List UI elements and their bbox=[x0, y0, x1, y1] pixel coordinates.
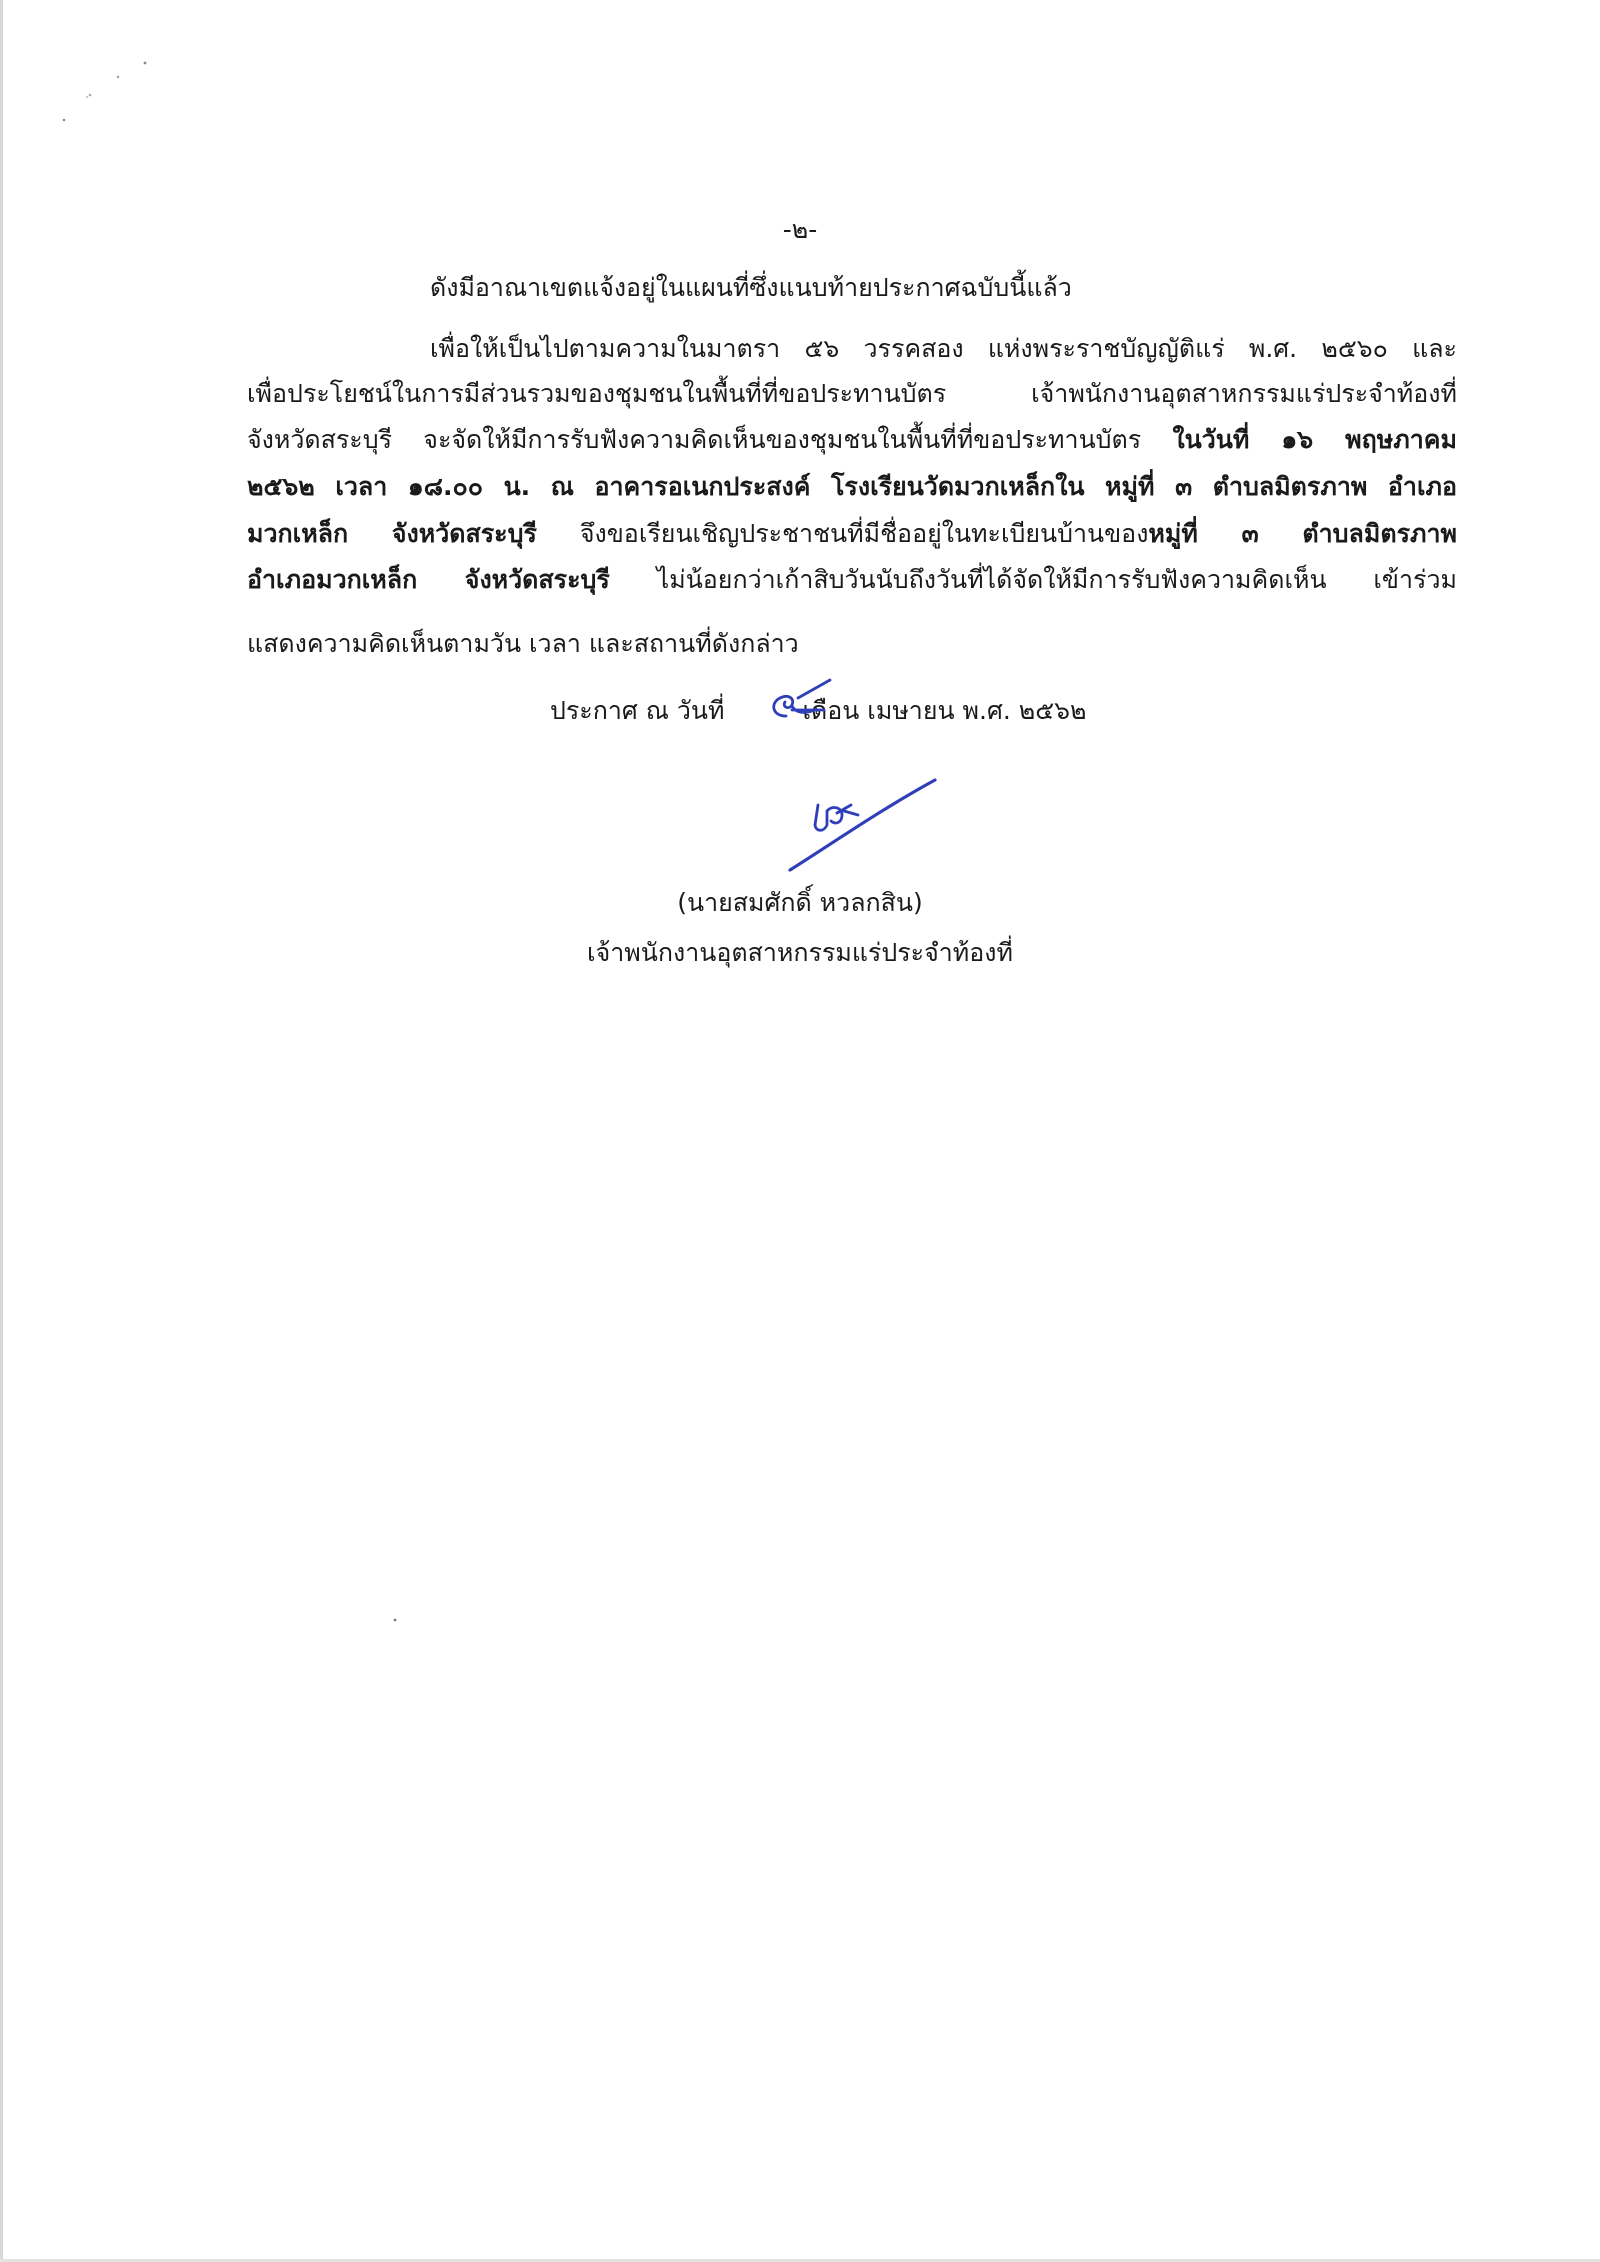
scan-speck bbox=[393, 1618, 397, 1622]
residency-requirement-text: ไม่น้อยกว่าเก้าสิบวันนับถึงวันที่ได้จัดให้มีการรับฟังความคิดเห็น เข้าร่วม bbox=[609, 565, 1458, 594]
announcement-date-suffix: เดือน เมษายน พ.ศ. ๒๕๖๒ bbox=[802, 696, 1087, 725]
signatory-name: (นายสมศักดิ์ หวลกสิน) bbox=[677, 888, 923, 917]
paragraph-line-4: ๒๕๖๒ เวลา ๑๘.๐๐ น. ณ อาคารอเนกประสงค์ โรงเรียนวัดมวกเหล็กใน หมู่ที่ ๓ ตำบลมิตรภาพ อำเภอ bbox=[247, 472, 1457, 501]
scan-specks bbox=[50, 50, 170, 140]
page-number: -๒- bbox=[782, 215, 818, 244]
paragraph-line-3-text: จังหวัดสระบุรี จะจัดให้มีการรับฟังความคิดเห็นของชุมชนในพื้นที่ที่ขอประทานบัตร bbox=[247, 425, 1173, 454]
signatory-title: เจ้าพนักงานอุตสาหกรรมแร่ประจำท้องที่ bbox=[587, 938, 1013, 967]
meeting-date-text: ในวันที่ ๑๖ พฤษภาคม bbox=[1172, 425, 1457, 454]
handwritten-day-numeral bbox=[758, 676, 838, 726]
paragraph-line-6 bbox=[247, 562, 1457, 598]
announcement-date-prefix: ประกาศ ณ วันที่ bbox=[550, 696, 725, 725]
paragraph-line-1: เพื่อให้เป็นไปตามความในมาตรา ๕๖ วรรคสอง แห่งพระราชบัญญัติแร่ พ.ศ. ๒๕๖๐ และ bbox=[430, 334, 1457, 363]
district-province-text: อำเภอมวกเหล็ก จังหวัดสระบุรี bbox=[247, 565, 610, 594]
opening-line: ดังมีอาณาเขตแจ้งอยู่ในแผนที่ซึ่งแนบท้ายประกาศฉบับนี้แล้ว bbox=[430, 273, 1072, 302]
location-district-text: มวกเหล็ก จังหวัดสระบุรี bbox=[247, 519, 537, 548]
scan-edge-left bbox=[0, 0, 3, 2262]
signature bbox=[780, 775, 940, 875]
invitation-text: จึงขอเรียนเชิญประชาชนที่มีชื่ออยู่ในทะเบียนบ้านของ bbox=[536, 519, 1149, 548]
paragraph-line-7: แสดงความคิดเห็นตามวัน เวลา และสถานที่ดังกล่าว bbox=[247, 629, 799, 658]
paragraph-line-3 bbox=[247, 422, 1457, 458]
village-text: หมู่ที่ ๓ ตำบลมิตรภาพ bbox=[1148, 519, 1457, 548]
paragraph-line-5 bbox=[247, 516, 1457, 552]
paragraph-line-2: เพื่อประโยชน์ในการมีส่วนรวมของชุมชนในพื้นที่ที่ขอประทานบัตร เจ้าพนักงานอุตสาหกรรมแร่ประจำท้องที่ bbox=[247, 379, 1457, 408]
